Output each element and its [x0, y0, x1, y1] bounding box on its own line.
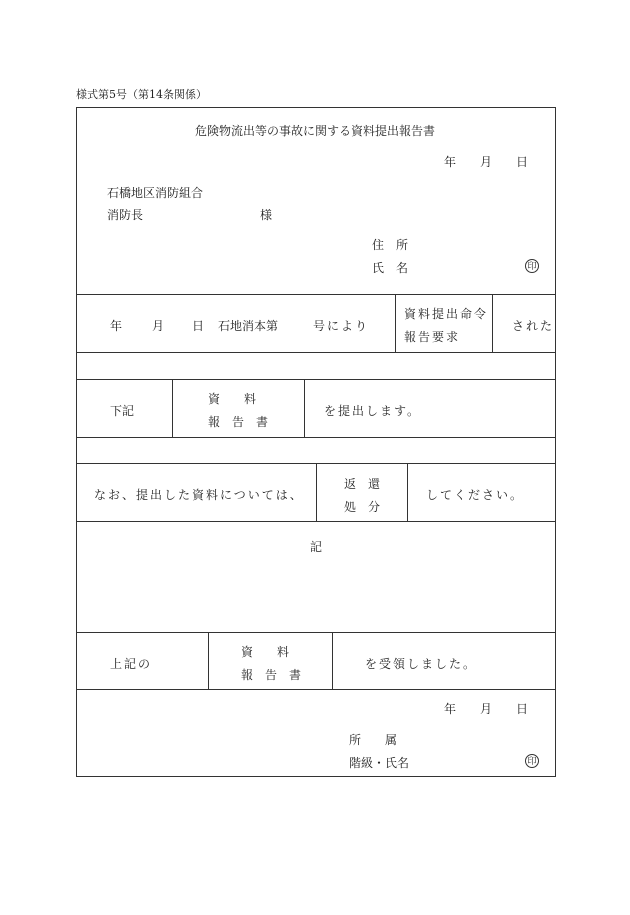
rank-name-label: 階級・氏名	[349, 756, 410, 770]
row4-suffix: を受領しました。	[365, 657, 478, 671]
divider	[76, 352, 556, 353]
seal-icon: 印	[525, 754, 539, 768]
date-month: 月	[480, 155, 493, 169]
row1-month: 月	[152, 319, 165, 333]
divider	[76, 294, 556, 295]
row1-year: 年	[110, 319, 123, 333]
form-title: 危険物流出等の事故に関する資料提出報告書	[194, 124, 435, 138]
row3-option-return: 返 還	[344, 477, 381, 491]
addressee-role: 消防長	[107, 208, 144, 222]
addressee-org: 石橋地区消防組合	[107, 186, 204, 200]
row1-ref: 石地消本第	[218, 319, 279, 333]
row1-by: 号により	[313, 319, 370, 333]
divider	[76, 521, 556, 522]
receipt-day: 日	[516, 702, 529, 716]
row4-prefix: 上記の	[110, 657, 153, 671]
divider	[76, 689, 556, 690]
cell-divider	[208, 632, 209, 689]
cell-divider	[172, 379, 173, 437]
row3-prefix: なお、提出した資料については、	[94, 488, 304, 502]
divider	[76, 632, 556, 633]
receipt-year: 年	[444, 702, 457, 716]
name-label: 氏 名	[372, 261, 409, 275]
dept-label: 所 属	[349, 733, 398, 747]
row4-option-report: 報 告 書	[241, 668, 302, 682]
form-number: 様式第5号（第14条関係）	[76, 88, 207, 101]
cell-divider	[332, 632, 333, 689]
cell-divider	[407, 463, 408, 521]
ki-label: 記	[310, 540, 323, 554]
divider	[76, 437, 556, 438]
row1-option-request: 報告要求	[404, 330, 461, 344]
cell-divider	[304, 379, 305, 437]
divider	[76, 379, 556, 380]
row2-option-materials: 資 料	[208, 392, 257, 406]
address-label: 住 所	[372, 238, 409, 252]
date-year: 年	[444, 155, 457, 169]
row4-option-materials: 資 料	[241, 645, 290, 659]
date-day: 日	[516, 155, 529, 169]
seal-icon: 印	[525, 259, 539, 273]
report-form	[76, 107, 556, 777]
cell-divider	[316, 463, 317, 521]
cell-divider	[492, 294, 493, 352]
row1-option-order: 資料提出命令	[404, 307, 489, 321]
row3-option-dispose: 処 分	[344, 500, 381, 514]
addressee-honorific: 様	[260, 208, 273, 222]
row1-day: 日	[192, 319, 205, 333]
receipt-month: 月	[480, 702, 493, 716]
cell-divider	[395, 294, 396, 352]
row1-suffix: された	[512, 319, 555, 333]
row2-prefix: 下記	[110, 404, 135, 418]
row2-option-report: 報 告 書	[208, 415, 269, 429]
row2-suffix: を提出します。	[324, 404, 422, 418]
row3-suffix: してください。	[426, 488, 525, 502]
